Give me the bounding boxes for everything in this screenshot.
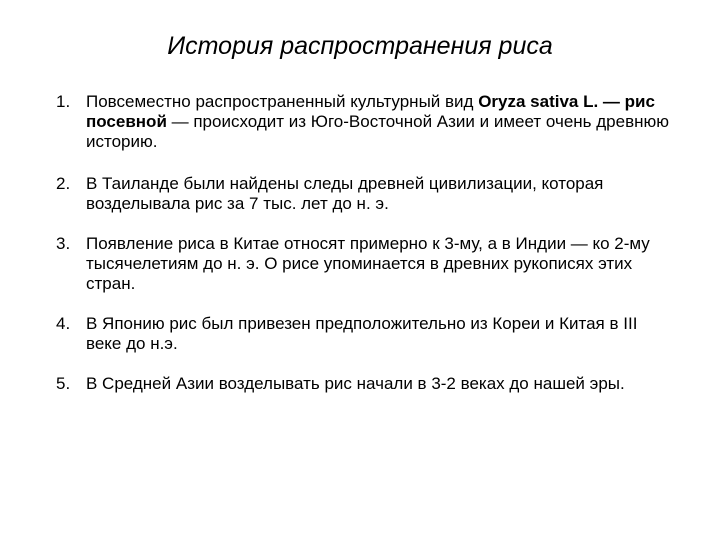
list-item [56,234,676,294]
list-item-text [86,92,676,152]
list-item [56,174,676,214]
list-item-number: 5. [56,374,71,393]
species-name-bold: Oryza sativa L. — рис посевной [86,92,655,131]
list-item-text-end: — происходит из Юго-Восточной Азии и имеет очень древнюю историю. [86,112,670,151]
list-item-number: 3. [56,234,71,253]
list-item-text: В Средней Азии возделывать рис начали в 3-2 веках до нашей эры. [86,374,625,393]
list-item-text: В Японию рис был привезен предположительно из Кореи и Китая в III веке до н.э. [86,314,638,353]
list-item [56,374,676,394]
list-item-number: 2. [56,174,71,193]
list-item [56,314,676,354]
slide-title: История распространения риса [167,32,553,60]
list-item-text-start: Повсеместно распространенный культурный вид [86,92,479,111]
numbered-list [56,92,676,414]
list-item-text: В Таиланде были найдены следы древней цивилизации, которая возделывала рис за 7 тыс. лет до н. э. [86,174,604,213]
list-item [56,92,676,152]
list-item-number: 1. [56,92,71,111]
list-item-text: Появление риса в Китае относят примерно к 3-му, а в Индии — ко 2-му тысячелетиям до н. э. О рисе упоминается в древних рукописях этих стран. [86,234,650,293]
list-item-number: 4. [56,314,71,333]
